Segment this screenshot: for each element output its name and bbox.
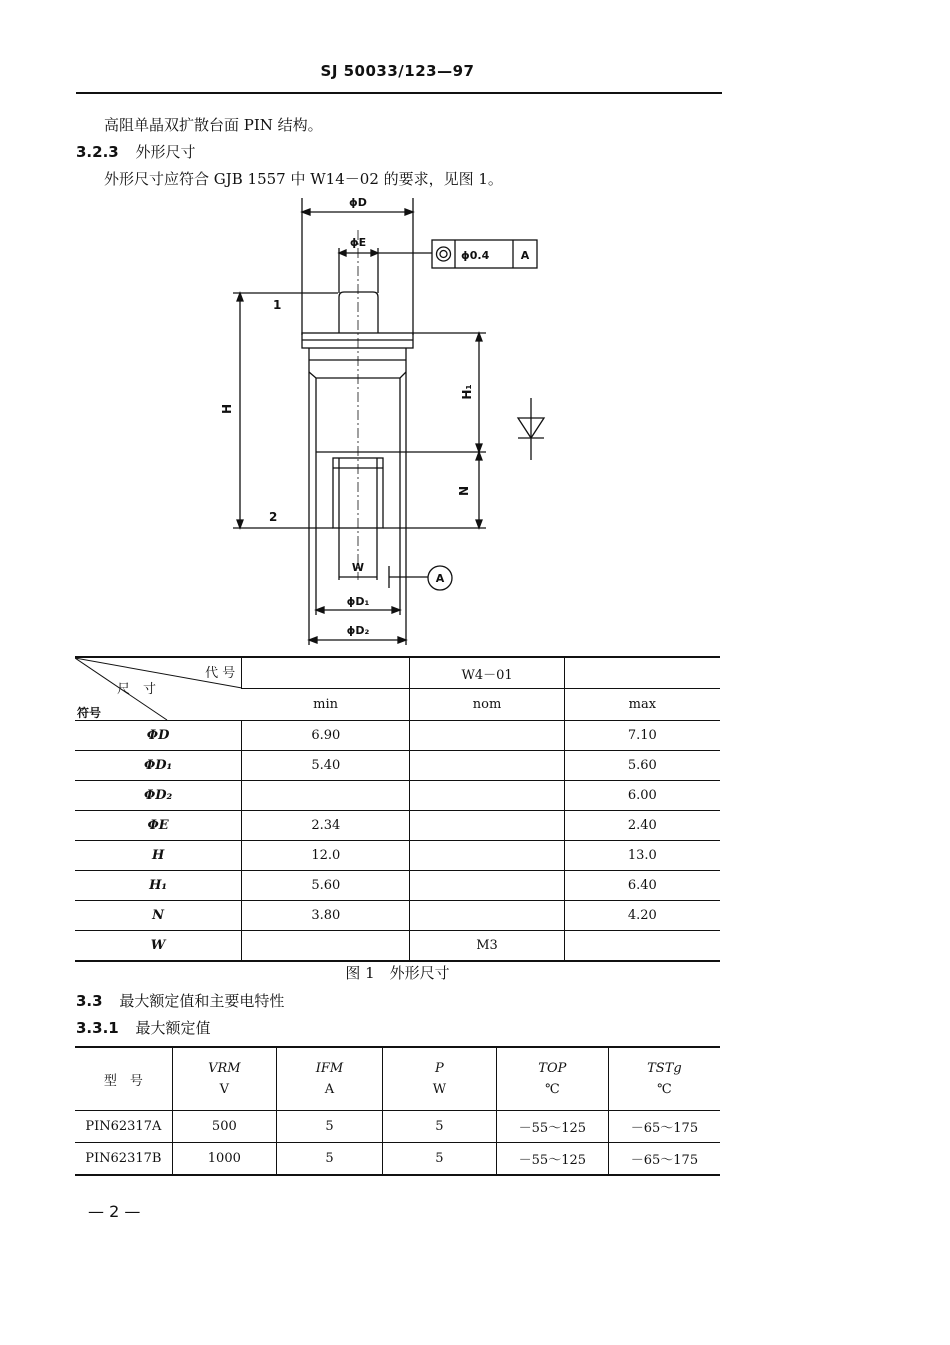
header-unit: V — [219, 1082, 230, 1097]
intro-text: 高阻单晶双扩散台面 PIN 结构。 — [104, 116, 323, 134]
cell-tstg: －65～175 — [608, 1111, 720, 1143]
corner-symbol-label: 符号 — [77, 706, 102, 720]
cell-p: 5 — [383, 1143, 497, 1176]
section-number: 3.3 — [76, 992, 103, 1010]
cell-max: 13.0 — [564, 841, 720, 871]
table-row — [75, 721, 720, 751]
cell-min: 5.60 — [242, 871, 410, 901]
cell-vrm: 500 — [172, 1111, 276, 1143]
cell-ifm: 5 — [276, 1143, 382, 1176]
header-model: 型 号 — [75, 1047, 172, 1111]
cell-nom — [410, 871, 564, 901]
row-symbol: N — [152, 908, 165, 923]
table-row — [75, 781, 720, 811]
header-name: P — [435, 1061, 444, 1076]
row-symbol: H₁ — [149, 878, 168, 893]
label-tolerance: ϕ0.4 — [461, 249, 490, 262]
cell-nom: M3 — [410, 931, 564, 962]
row-symbol: ΦD₁ — [143, 758, 173, 773]
table-row — [75, 657, 720, 689]
section-3-3-heading — [76, 990, 284, 1011]
standard-number-header: SJ 50033/123—97 — [320, 62, 475, 80]
label-datum-frame: A — [520, 249, 530, 262]
cell-max: 4.20 — [564, 901, 720, 931]
table-row — [75, 931, 720, 962]
section-number: 3.2.3 — [76, 143, 119, 161]
empty-cell — [564, 657, 720, 689]
header-name: TOP — [538, 1061, 567, 1076]
label-H: H — [220, 403, 234, 415]
cell-p: 5 — [383, 1111, 497, 1143]
table-row — [75, 871, 720, 901]
cell-model: PIN62317A — [75, 1111, 172, 1143]
cell-nom — [410, 781, 564, 811]
page-number: — 2 — — [88, 1202, 141, 1221]
row-symbol: H — [151, 848, 165, 863]
table-row — [75, 1111, 720, 1143]
header-name: TSTg — [647, 1061, 682, 1076]
dimension-table — [75, 656, 720, 962]
header-unit: W — [432, 1082, 447, 1097]
cell-tstg: －65～175 — [608, 1143, 720, 1176]
label-pin1: 1 — [273, 298, 282, 312]
header-tstg — [608, 1047, 720, 1111]
empty-cell — [242, 657, 410, 689]
cell-nom — [410, 901, 564, 931]
corner-size-label: 尺 寸 — [117, 682, 157, 697]
section-3-3-1-heading — [76, 1017, 211, 1038]
corner-code-label: 代 号 — [205, 666, 236, 681]
package-code: W4－01 — [410, 657, 564, 689]
cell-nom — [410, 811, 564, 841]
section-title: 最大额定值 — [135, 1019, 211, 1037]
cell-max: 5.60 — [564, 751, 720, 781]
cell-vrm: 1000 — [172, 1143, 276, 1176]
cell-min: 2.34 — [242, 811, 410, 841]
cell-nom — [410, 721, 564, 751]
row-symbol: ΦD₂ — [143, 788, 173, 803]
outline-drawing — [0, 0, 950, 660]
column-header-nom: nom — [410, 689, 564, 721]
cell-nom — [410, 751, 564, 781]
table-row — [75, 1047, 720, 1111]
cell-min: 5.40 — [242, 751, 410, 781]
header-name: IFM — [315, 1061, 344, 1076]
outline-requirement-text: 外形尺寸应符合 GJB 1557 中 W14－02 的要求，见图 1。 — [104, 170, 503, 188]
section-number: 3.3.1 — [76, 1019, 119, 1037]
cell-max: 6.00 — [564, 781, 720, 811]
cell-top: －55～125 — [496, 1111, 608, 1143]
label-datum-A: A — [435, 572, 445, 585]
column-header-max: max — [564, 689, 720, 721]
cell-min: 3.80 — [242, 901, 410, 931]
label-N: N — [457, 485, 471, 497]
section-title: 最大额定值和主要电特性 — [119, 992, 285, 1010]
row-symbol: ΦD — [146, 728, 170, 743]
header-unit: A — [324, 1082, 335, 1097]
label-phiE: ϕE — [349, 236, 367, 249]
table-row — [75, 751, 720, 781]
label-H1: H₁ — [460, 384, 474, 400]
cell-ifm: 5 — [276, 1111, 382, 1143]
label-W: W — [351, 561, 365, 574]
label-phiD1: ϕD₁ — [346, 595, 370, 608]
cell-min — [242, 781, 410, 811]
header-name: VRM — [208, 1061, 241, 1076]
corner-header — [75, 657, 242, 721]
section-title: 外形尺寸 — [135, 143, 196, 161]
label-pin2: 2 — [269, 510, 278, 524]
label-phiD: ϕD — [349, 196, 367, 209]
table-row — [75, 901, 720, 931]
ratings-table — [75, 1046, 720, 1176]
figure-caption: 图 1 外形尺寸 — [345, 964, 450, 982]
header-p — [383, 1047, 497, 1111]
cell-nom — [410, 841, 564, 871]
row-symbol: W — [150, 938, 166, 953]
column-header-min: min — [313, 697, 338, 712]
header-unit: ℃ — [657, 1082, 672, 1097]
cell-max: 6.40 — [564, 871, 720, 901]
header-top — [496, 1047, 608, 1111]
cell-max: 7.10 — [564, 721, 720, 751]
cell-min — [242, 931, 410, 962]
cell-min: 6.90 — [242, 721, 410, 751]
cell-max: 2.40 — [564, 811, 720, 841]
row-symbol: ΦE — [147, 818, 169, 833]
cell-max — [564, 931, 720, 962]
label-phiD2: ϕD₂ — [346, 624, 370, 637]
cell-top: －55～125 — [496, 1143, 608, 1176]
cell-min: 12.0 — [242, 841, 410, 871]
table-row — [75, 841, 720, 871]
cell-model: PIN62317B — [85, 1151, 162, 1166]
table-row — [75, 1143, 720, 1176]
table-row — [75, 811, 720, 841]
header-vrm — [172, 1047, 276, 1111]
header-unit: ℃ — [545, 1082, 560, 1097]
header-ifm — [276, 1047, 382, 1111]
